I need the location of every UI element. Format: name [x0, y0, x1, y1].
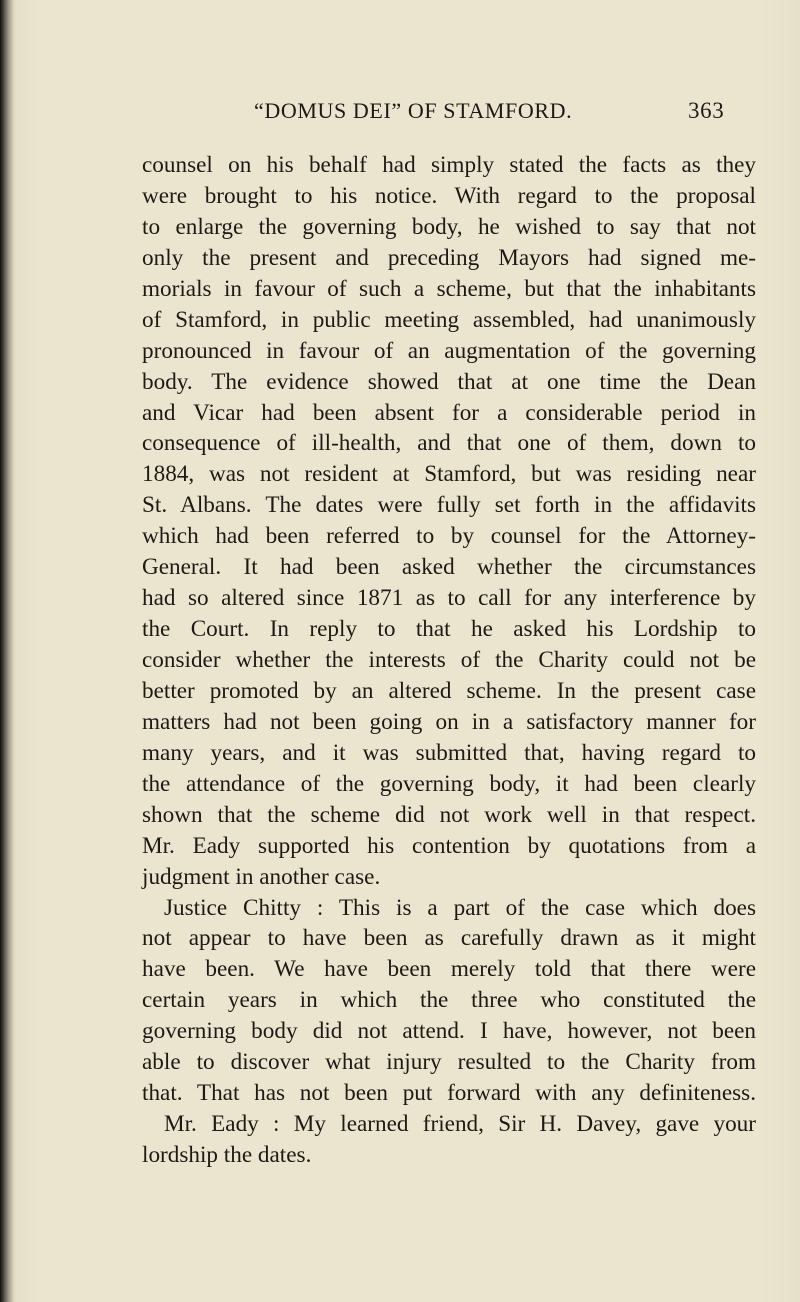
page-number: 363 [688, 98, 725, 123]
text-line: pronounced in favour of an augmentation of the governing [142, 337, 756, 364]
text-line: had so altered since 1871 as to call for any interference by [142, 585, 756, 612]
text-line: shown that the scheme did not work well in that respect. [142, 801, 756, 828]
text-line: certain years in which the three who constituted the [142, 987, 756, 1014]
text-line: which had been referred to by counsel for the Attorney- [142, 523, 756, 550]
text-line: consider whether the interests of the Charity could not be [142, 647, 756, 673]
page-gutter [0, 0, 14, 1302]
text-line: were brought to his notice. With regard to the proposal [142, 182, 756, 209]
text-line: have been. We have been merely told that there were [142, 956, 756, 983]
text-line: Justice Chitty : This is a part of the case which does [164, 894, 756, 921]
text-line: Mr. Eady supported his contention by quotations from a [142, 832, 756, 859]
text-line: lordship the dates. [142, 1142, 312, 1168]
running-title: “DOMUS DEI” OF STAMFORD. [254, 98, 573, 123]
text-line: Mr. Eady : My learned friend, Sir H. Davey, gave your [164, 1111, 756, 1138]
text-line: the attendance of the governing body, it had been clearly [142, 770, 756, 797]
text-line: of Stamford, in public meeting assembled, had unanimously [142, 306, 756, 333]
text-line: the Court. In reply to that he asked his Lordship to [142, 616, 756, 643]
text-line: body. The evidence showed that at one time the Dean [142, 368, 756, 395]
text-line: able to discover what injury resulted to the Charity from [142, 1049, 756, 1076]
text-line: judgment in another case. [142, 863, 381, 890]
text-line: only the present and preceding Mayors had signed me- [142, 244, 756, 271]
text-line: to enlarge the governing body, he wished to say that not [142, 213, 756, 240]
text-line: and Vicar had been absent for a considerable period in [142, 399, 756, 426]
text-line: consequence of ill-health, and that one of them, down to [142, 430, 756, 457]
text-line: St. Albans. The dates were fully set forth in the affidavits [142, 492, 756, 519]
text-line: matters had not been going on in a satisfactory manner for [142, 708, 756, 735]
text-line: 1884, was not resident at Stamford, but was residing near [142, 461, 756, 488]
text-line: that. That has not been put forward with any definiteness. [142, 1080, 756, 1107]
running-head [254, 98, 754, 138]
text-line: not appear to have been as carefully drawn as it might [142, 925, 756, 952]
text-line: morials in favour of such a scheme, but that the inhabitants [142, 275, 756, 302]
body-text [142, 150, 756, 1171]
text-line: General. It had been asked whether the circumstances [142, 554, 756, 581]
text-line: governing body did not attend. I have, however, not been [142, 1018, 756, 1045]
text-line: many years, and it was submitted that, having regard to [142, 739, 756, 766]
text-line: better promoted by an altered scheme. In the present case [142, 677, 756, 704]
text-line: counsel on his behalf had simply stated the facts as they [142, 152, 756, 178]
